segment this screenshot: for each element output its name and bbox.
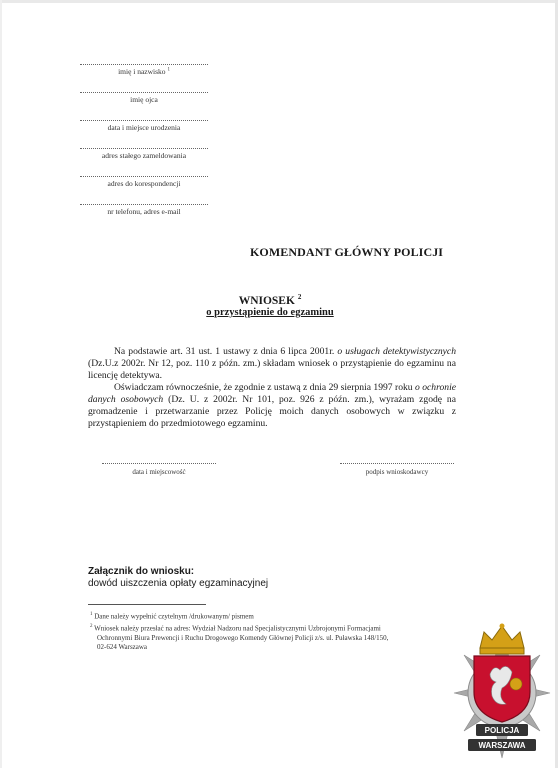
field-line <box>80 148 208 149</box>
addressee: KOMENDANT GŁÓWNY POLICJI <box>250 245 444 259</box>
field-phone-email[interactable] <box>80 204 208 216</box>
attachment-section <box>88 566 388 589</box>
field-line <box>80 204 208 205</box>
field-line <box>80 92 208 93</box>
crown-icon <box>480 624 524 655</box>
field-label: imię i nazwisko <box>118 67 166 76</box>
field-permanent-address[interactable] <box>80 148 208 160</box>
attachment-value: dowód uiszczenia opłaty egzaminacyjnej <box>88 578 269 589</box>
act-title: o ochronie danych osobowych <box>88 382 456 405</box>
footnote-divider <box>88 604 206 605</box>
footnotes <box>90 610 460 653</box>
date-place-field[interactable] <box>102 463 216 476</box>
emblem-text-top: POLICJA <box>484 726 520 735</box>
footnote: $^1$ Dane należy wypełnić czytelnym /drukowanym/ pismem <box>90 612 254 621</box>
field-line <box>80 120 208 121</box>
police-emblem-icon <box>450 612 554 764</box>
document-body <box>88 346 456 430</box>
document-title <box>150 293 390 307</box>
footnote: $^2$ Wniosek należy przesłać na adres: Wydział Nadzoru nad Specjalistycznymi Uzbrojonymi Formacjami <box>90 623 381 633</box>
attachment-heading: Załącznik do wniosku: <box>88 566 195 577</box>
paragraph-request: Na podstawie art. 31 ust. 1 ustawy z dnia 6 lipca 2001r. o usługach detektywistycznych (Dz.U.z 2002r. Nr 12, poz. 110 z późn. zm.) składam wniosek o przystąpienie do egzaminu na licencję detektywa. <box>88 346 456 381</box>
footnote-ref: 1 <box>167 67 170 73</box>
field-full-name[interactable] <box>80 64 208 76</box>
field-label: data i miejsce urodzenia <box>107 123 181 132</box>
document-subtitle: o przystąpienie do egzaminu <box>206 307 334 318</box>
field-label: adres stałego zameldowania <box>101 151 187 160</box>
footnote-continuation: Ochronnymi Biura Prewencji i Ruchu Drogowego Komendy Głównej Policji z/s. ul. Puławska 148/150, <box>97 633 389 642</box>
signature-field[interactable] <box>340 463 454 476</box>
field-birth-date-place[interactable] <box>80 120 208 132</box>
field-label: data i miejscowość <box>132 468 186 476</box>
field-line <box>102 463 216 464</box>
scan-edge-left <box>0 0 2 768</box>
field-label: adres do korespondencji <box>107 179 181 188</box>
field-line <box>80 176 208 177</box>
title-text: WNIOSEK <box>238 294 295 307</box>
emblem-band-top <box>476 724 528 736</box>
footnote-continuation: 02-624 Warszawa <box>97 643 148 652</box>
field-correspondence-address[interactable] <box>80 176 208 188</box>
field-label: podpis wnioskodawcy <box>365 468 429 476</box>
field-label: nr telefonu, adres e-mail <box>107 207 181 216</box>
field-father-name[interactable] <box>80 92 208 104</box>
field-label: imię ojca <box>130 95 158 104</box>
footnote-ref: 2 <box>297 293 302 301</box>
field-line <box>340 463 454 464</box>
scan-edge-top <box>0 0 558 3</box>
paragraph-consent: Oświadczam równocześnie, że zgodnie z ustawą z dnia 29 sierpnia 1997 roku o ochronie danych osobowych (Dz. U. z 2002r. Nr 101, poz. 926 z późn. zm.), wyrażam zgodę na gromadzenie i przetwarzanie przez Policję moich danych osobowych w związku z przystąpieniem do przedmiotowego egzaminu. <box>88 382 456 429</box>
emblem-band-bottom <box>468 739 536 751</box>
emblem-text-bottom: WARSZAWA <box>478 741 526 750</box>
shield-icon <box>474 656 530 722</box>
act-title: o usługach detektywistycznych <box>337 346 456 357</box>
field-line <box>80 64 208 65</box>
